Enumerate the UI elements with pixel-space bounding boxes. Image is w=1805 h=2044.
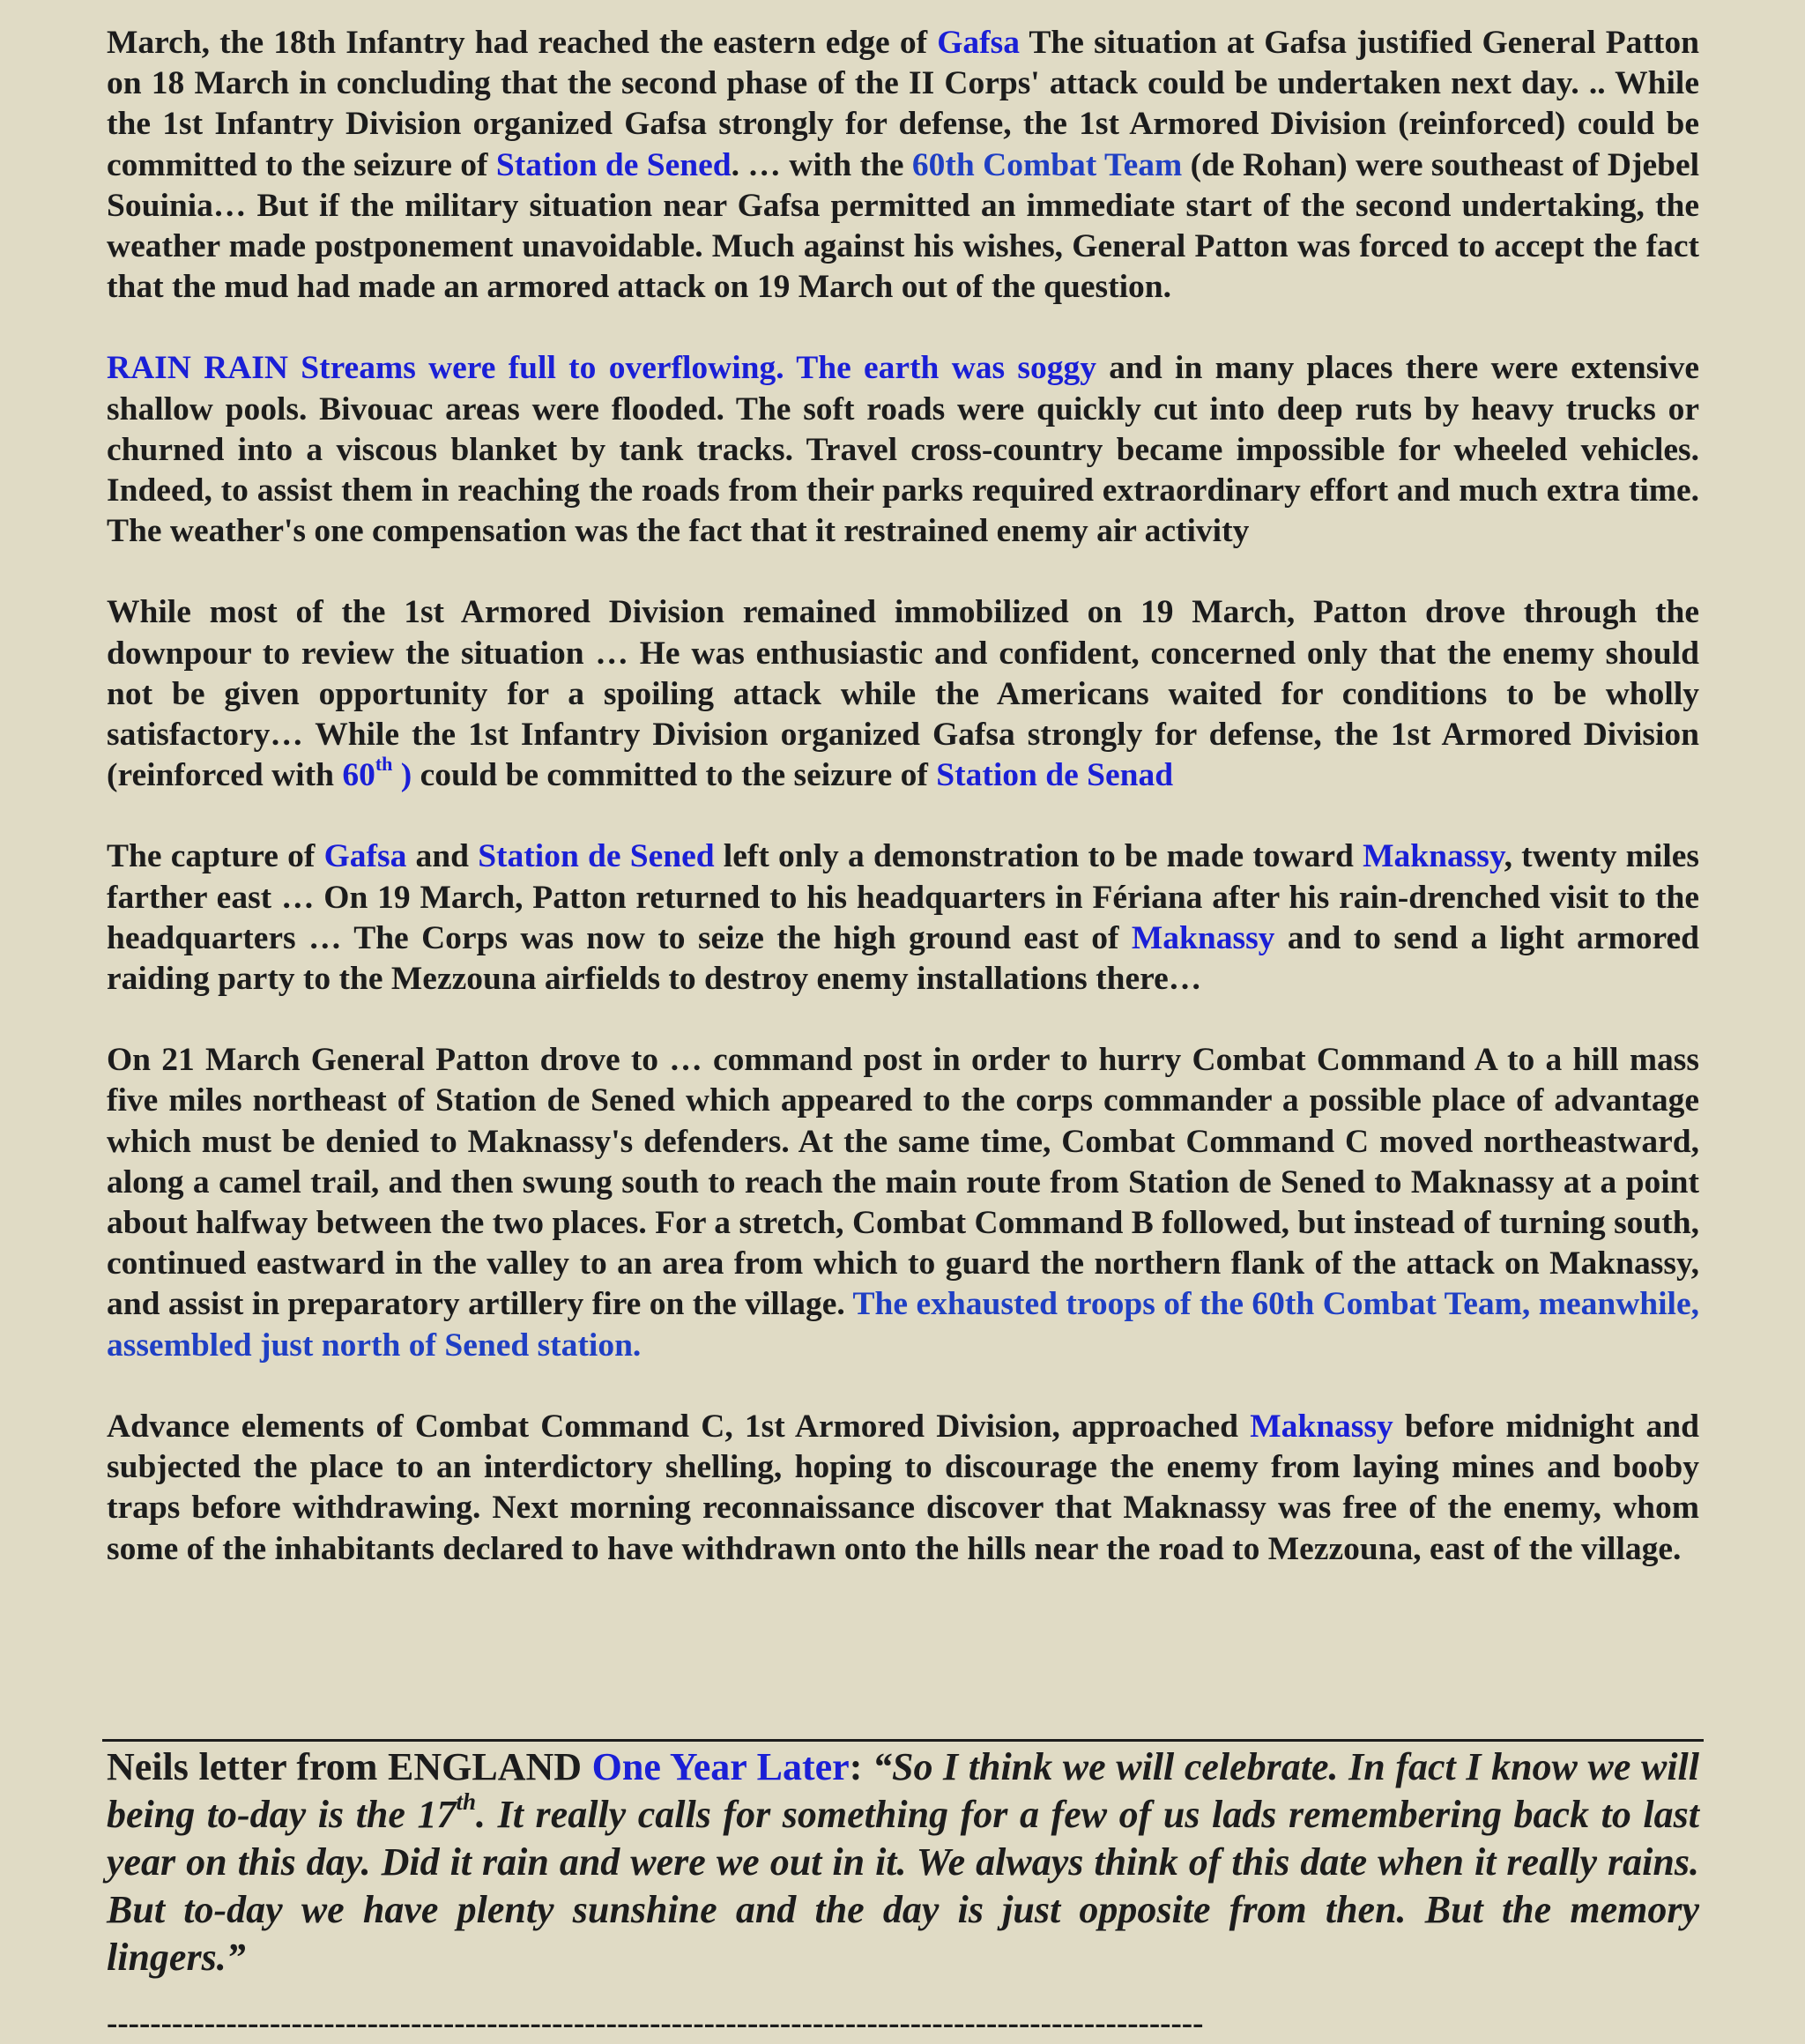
text-span: and in many places there were extensive shallow pools. Bivouac areas were flooded. The soft roads were quickly cut into deep ruts by heavy trucks or churned into a viscous blanket by tank tracks. Travel cross-country became impossible for wheeled vehicles. Indeed, to assist them in reaching the roads from their parks required extraordinary effort and much extra time. The weather's one compensation was the fact that it restrained enemy air activity [107, 350, 1699, 550]
superscript-th: th [375, 753, 393, 776]
text-span: Advance elements of Combat Command C, 1st Armored Division, approached [107, 1408, 1251, 1445]
paragraph-patton-review [107, 592, 1699, 796]
link-station-de-senad[interactable]: Station de Senad [936, 757, 1174, 794]
superscript-th: th [456, 1788, 477, 1815]
text-span: While most of the 1st Armored Division remained immobilized on 19 March, Patton drove through the downpour to review the situation … He was enthusiastic and confident, concerned only that the enemy should not be given opportunity for a spoiling attack while the Americans waited for conditions to be wholly satisfactory… While the 1st Infantry Division organized Gafsa strongly for defense, the 1st Armored Division (reinforced with [107, 594, 1699, 794]
link-maknassy[interactable]: Maknassy [1250, 1408, 1393, 1445]
link-gafsa[interactable]: Gafsa [323, 838, 407, 875]
text-span: . … with the [731, 146, 912, 183]
text-span: The situation at Gafsa justified General Patton on 18 March in concluding that the second phase of the II Corps' attack could be undertaken next day. .. While the 1st Infantry Division organized Gafsa strongly for defense, the 1st Armored Division (reinforced) could be committed to the seizure of [107, 25, 1699, 183]
article-body [107, 23, 1699, 1610]
paragraph-21-march [107, 1040, 1699, 1366]
horizontal-divider [102, 1739, 1704, 1742]
link-rain-rain[interactable]: RAIN RAIN Streams were full to overflowing. The earth was soggy [107, 350, 1097, 387]
letter-colon: : [849, 1745, 873, 1788]
letter-quote [107, 1743, 1699, 1981]
dashed-separator: ----------------------------------------------------------------------------------------------------- [107, 2006, 1204, 2041]
link-60th-combat-team[interactable]: 60th Combat Team [911, 146, 1183, 183]
quote-text: . It really calls for something for a few of us lads remembering back to last year on this day. Did it rain and were we out in it. We always think of this date when it really rains. But to-day we have plenty sunshine and the day is just opposite from then. But the memory lingers.” [107, 1793, 1700, 1979]
link-60th[interactable] [342, 753, 412, 794]
paragraph-advance-elements [107, 1407, 1699, 1570]
link-maknassy[interactable]: Maknassy [1363, 838, 1504, 875]
text-span: and [406, 838, 479, 875]
link-60th-number: 60 [342, 757, 375, 794]
link-exhausted-troops[interactable]: The exhausted troops of the 60th Combat Team, meanwhile, assembled just north of Sened station. [107, 1286, 1699, 1364]
link-one-year-later[interactable]: One Year Later [591, 1745, 850, 1788]
text-span: , twenty miles farther east … On 19 March, Patton returned to his headquarters in Fériana after his rain-drenched visit to the headquarters … The Corps was now to seize the high ground east of [107, 838, 1699, 956]
link-maknassy[interactable]: Maknassy [1131, 919, 1275, 956]
link-station-de-sened[interactable]: Station de Sened [478, 838, 715, 875]
link-60th-end: ) [392, 757, 412, 794]
text-span: The capture of [107, 838, 324, 875]
text-span: On 21 March General Patton drove to … command post in order to hurry Combat Command A to a hill mass five miles northeast of Station de Sened which appeared to the corps commander a possible place of advantage which must be denied to Maknassy's defenders. At the same time, Combat Command C moved northeastward, along a camel trail, and then swung south to reach the main route from Station de Sened to Maknassy at a point about halfway between the two places. For a stretch, Combat Command B followed, but instead of turning south, continued eastward in the valley to an area from which to guard the northern flank of the attack on Maknassy, and assist in preparatory artillery fire on the village. [107, 1042, 1699, 1323]
text-span: and to send a light armored raiding party to the Mezzouna airfields to destroy enemy installations there… [107, 919, 1699, 998]
text-span: (de Rohan) were southeast of Djebel Souinia… But if the military situation near Gafsa permitted an immediate start of the second undertaking, the weather made postponement unavoidable. Much against his wishes, General Patton was forced to accept the fact that the mud had made an armored attack on 19 March out of the question. [107, 146, 1700, 306]
link-gafsa[interactable]: Gafsa [937, 25, 1020, 61]
text-span: left only a demonstration to be made toward [714, 838, 1363, 875]
letter-lead: Neils letter from ENGLAND [107, 1745, 592, 1788]
paragraph-rain [107, 348, 1699, 552]
paragraph-gafsa-situation [107, 23, 1699, 308]
text-span: before midnight and subjected the place to an interdictory shelling, hoping to discourage the enemy from laying mines and booby traps before withdrawing. Next morning reconnaissance discover that Maknassy was free of the enemy, whom some of the inhabitants declared to have withdrawn onto the hills near the road to Mezzouna, east of the village. [107, 1408, 1699, 1567]
quote-text: “So I think we will celebrate. In fact I know we will being to-day is the 17 [107, 1745, 1700, 1836]
text-span: March, the 18th Infantry had reached the eastern edge of [107, 25, 938, 61]
text-span: could be committed to the seizure of [412, 757, 937, 794]
paragraph-capture [107, 836, 1699, 1000]
link-station-de-sened[interactable]: Station de Sened [495, 146, 732, 183]
